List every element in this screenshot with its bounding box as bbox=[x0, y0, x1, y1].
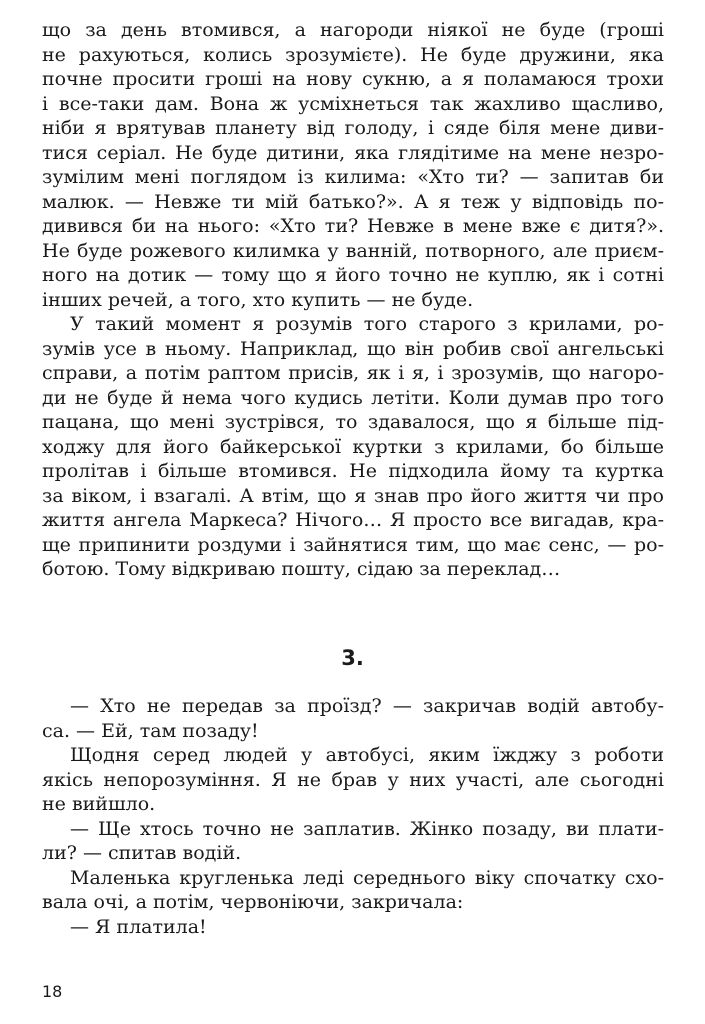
text-line: дивився би на нього: «Хто ти? Невже в мене вже є дитя?». bbox=[42, 215, 664, 237]
text-line: вала очі, а потім, червоніючи, закричала: bbox=[42, 891, 464, 913]
text-line: за віком, і взагалі. А втім, що я знав про його життя чи про bbox=[42, 484, 664, 507]
text-line: — Я платила! bbox=[70, 915, 207, 938]
section-heading: 3. bbox=[341, 646, 364, 670]
text-line: якісь непорозуміння. Я не брав у них участі, але сьогодні bbox=[42, 768, 664, 791]
page-number: 18 bbox=[42, 982, 63, 1001]
text-line: ли? — спитав водій. bbox=[42, 842, 242, 864]
text-line: ходжу для його байкерської куртки з крилами, бо більше bbox=[42, 435, 664, 458]
text-line: У такий момент я розумів того старого з крилами, ро- bbox=[70, 313, 664, 335]
text-line: Маленька кругленька леді середнього віку спочатку схо- bbox=[70, 866, 664, 889]
text-line: ніби я врятував планету від голоду, і сяде біля мене диви- bbox=[42, 117, 664, 139]
text-line: — Хто не передав за проїзд? — закричав водій автобу- bbox=[70, 695, 664, 717]
text-line: справи, а потім раптом присів, як і я, і зрозумів, що нагоро- bbox=[42, 362, 664, 384]
text-line: почне просити гроші на нову сукню, а я поламаюся трохи bbox=[42, 68, 664, 90]
text-line: ботою. Тому відкриваю пошту, сідаю за переклад… bbox=[42, 558, 561, 580]
text-line: малюк. — Невже ти мій батько?». А я теж у відповідь по- bbox=[42, 190, 664, 213]
text-line: пацана, що мені зустрівся, то здавалося, що я більше під- bbox=[42, 411, 664, 433]
text-line: Не буде рожевого килимка у ванній, потворного, але приєм- bbox=[42, 239, 664, 262]
text-line: Щодня серед людей у автобусі, яким їжджу з роботи bbox=[70, 744, 664, 766]
text-line: ди не буде й нема чого кудись летіти. Коли думав про того bbox=[42, 386, 664, 409]
text-line: не рахуються, колись зрозумієте). Не буде дружини, яка bbox=[42, 43, 664, 66]
text-line: тися серіал. Не буде дитини, яка глядітиме на мене незро- bbox=[42, 141, 664, 164]
text-line: що за день втомився, а нагороди ніякої не буде (гроші bbox=[42, 19, 664, 41]
text-line: пролітав і більше втомився. Не підходила йому та куртка bbox=[42, 460, 664, 482]
text-line: не вийшло. bbox=[42, 793, 156, 815]
paragraph-angel bbox=[42, 312, 664, 582]
text-line: — Ще хтось точно не заплатив. Жінко позаду, ви плати- bbox=[70, 817, 664, 840]
text-line: життя ангела Маркеса? Нічого… Я просто все вигадав, кра- bbox=[42, 509, 664, 531]
text-line: зумілим мені поглядом із килима: «Хто ти? — запитав би bbox=[42, 166, 664, 188]
text-line: інших речей, а того, хто купить — не буде. bbox=[42, 288, 474, 311]
text-line: і все-таки дам. Вона ж усміхнеться так жахливо щасливо, bbox=[42, 92, 664, 115]
paragraph-continued bbox=[42, 18, 664, 312]
text-line: зумів усе в ньому. Наприклад, що він робив свої ангельські bbox=[42, 337, 664, 360]
text-line: ще припинити роздуми і зайнятися тим, що має сенс, — ро- bbox=[42, 533, 664, 556]
text-line: са. — Ей, там позаду! bbox=[42, 719, 259, 742]
section-3-text bbox=[42, 694, 664, 939]
text-line: ного на дотик — тому що я його точно не куплю, як і сотні bbox=[42, 264, 664, 286]
